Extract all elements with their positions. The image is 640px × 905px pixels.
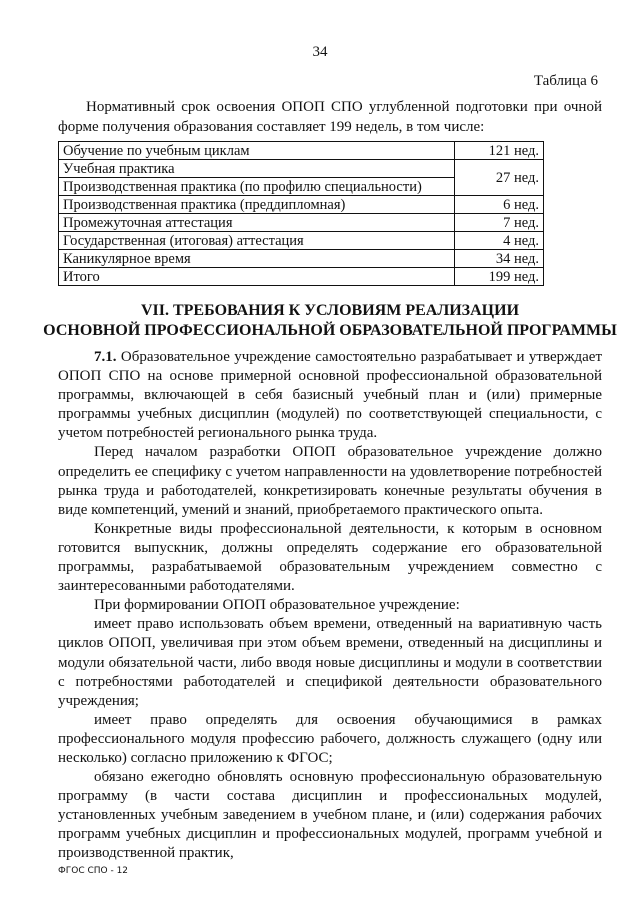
table-row bbox=[59, 232, 544, 250]
clause-number: 7.1. bbox=[94, 349, 117, 365]
intro-text: Нормативный срок освоения ОПОП СПО углубленной подготовки при очной форме получения образования составляет 199 недель, в том числе: bbox=[58, 99, 602, 135]
paragraph: имеет право определять для освоения обучающимися в рамках профессионального модуля профессию рабочего, должность служащего (одну или несколько) согласно приложению к ФГОС; bbox=[58, 711, 602, 766]
row-value: 199 нед. bbox=[455, 268, 544, 286]
row-label: Каникулярное время bbox=[59, 250, 455, 268]
hours-table bbox=[58, 141, 544, 286]
row-value: 34 нед. bbox=[455, 250, 544, 268]
paragraph: Конкретные виды профессиональной деятельности, к которым в основном готовится выпускник, должны определять содержание его образовательной программы, разрабатываемой образовательным учреждением совместно с заинтересованными работодателями. bbox=[58, 520, 602, 595]
paragraph-7-1 bbox=[58, 348, 602, 443]
table-row bbox=[59, 142, 544, 160]
section-title-line1: VII. ТРЕБОВАНИЯ К УСЛОВИЯМ РЕАЛИЗАЦИИ bbox=[140, 302, 520, 319]
row-label: Производственная практика (по профилю специальности) bbox=[59, 178, 455, 196]
row-label: Промежуточная аттестация bbox=[59, 214, 455, 232]
row-value: 4 нед. bbox=[455, 232, 544, 250]
row-value: 7 нед. bbox=[455, 214, 544, 232]
table-label: Таблица 6 bbox=[533, 73, 598, 89]
paragraph: При формировании ОПОП образовательное учреждение: bbox=[94, 597, 460, 614]
row-label: Учебная практика bbox=[59, 160, 455, 178]
body-text bbox=[58, 348, 602, 864]
table-row bbox=[59, 268, 544, 286]
paragraph: имеет право использовать объем времени, отведенный на вариативную часть циклов ОПОП, увеличивая при этом объем времени, отведенный на дисциплины и модули обязательной части, либо вводя новые дисциплины и модули в соответствии с потребностями работодателей и спецификой деятельности образовательного учреждения; bbox=[58, 616, 602, 709]
footer-label: ФГОС СПО - 12 bbox=[58, 866, 129, 876]
table-row bbox=[59, 250, 544, 268]
page-number: 34 bbox=[312, 44, 328, 60]
paragraph-text: Образовательное учреждение самостоятельно разрабатывает и утверждает ОПОП СПО на основе примерной основной профессиональной образовательной программы, включающей в себя базисный учебный план и (или) примерные программы учебных дисциплин (модулей) по соответствующей специальности, с учетом потребностей регионального рынка труда. bbox=[58, 349, 602, 442]
table-row bbox=[59, 196, 544, 214]
table-row bbox=[59, 160, 544, 178]
row-value: 121 нед. bbox=[455, 142, 544, 160]
row-value: 6 нед. bbox=[455, 196, 544, 214]
section-title bbox=[40, 301, 620, 341]
row-value: 27 нед. bbox=[455, 160, 544, 196]
section-title-line2: ОСНОВНОЙ ПРОФЕССИОНАЛЬНОЙ ОБРАЗОВАТЕЛЬНОЙ ПРОГРАММЫ bbox=[43, 322, 617, 339]
table-row bbox=[59, 214, 544, 232]
row-label: Обучение по учебным циклам bbox=[59, 142, 455, 160]
row-label: Итого bbox=[59, 268, 455, 286]
row-label: Производственная практика (преддипломная) bbox=[59, 196, 455, 214]
row-label: Государственная (итоговая) аттестация bbox=[59, 232, 455, 250]
intro-paragraph bbox=[58, 97, 602, 137]
paragraph: обязано ежегодно обновлять основную профессиональную образовательную программу (в части состава дисциплин и профессиональных модулей, установленных учебным заведением в учебном плане, и (или) содержания рабочих программ учебных дисциплин и профессиональных модулей, программ учебной и производственной практик, bbox=[58, 769, 602, 862]
paragraph: Перед началом разработки ОПОП образовательное учреждение должно определить ее специфику с учетом направленности на удовлетворение потребностей рынка труда и работодателей, конкретизировать конечные результаты обучения в виде компетенций, умений и знаний, приобретаемого практического опыта. bbox=[58, 444, 602, 518]
